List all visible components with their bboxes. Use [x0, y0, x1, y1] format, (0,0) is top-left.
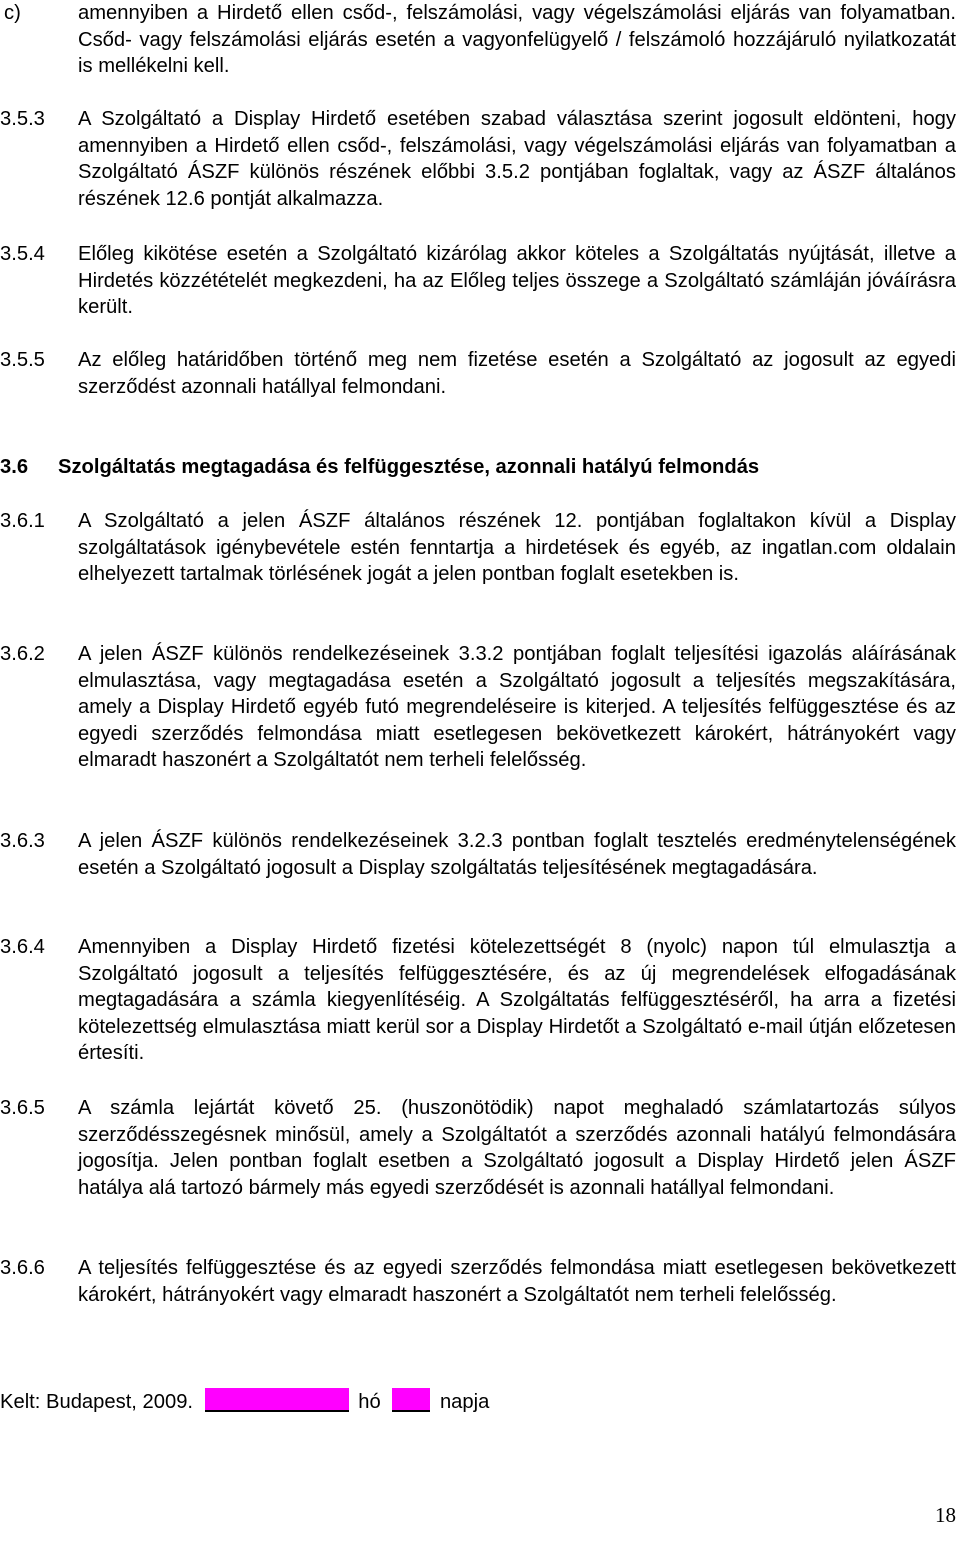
section-3-6-2 — [0, 641, 956, 774]
napja-label: napja — [439, 1391, 490, 1413]
section-number: 3.5.3 — [0, 108, 45, 130]
section-text: A jelen ÁSZF különös rendelkezéseinek 3.2.3 pontban foglalt tesztelés eredménytelenségének esetén a Szolgáltató jogosult a Display szolgáltatás teljesítésének megtagadására. — [78, 830, 956, 879]
section-number: 3.6.1 — [0, 510, 45, 532]
kelt-label: Kelt: Budapest, 2009. — [0, 1391, 194, 1413]
section-text: Amennyiben a Display Hirdető fizetési kötelezettségét 8 (nyolc) napon túl elmulasztja a Szolgáltató jogosult a teljesítés felfüggesztésére, és az új megrendelések elfogadásának megtagadására a számla kiegyenlítéséig. A Szolgáltatás felfüggesztéséről, ha arra a fizetési kötelezettség elmulasztása miatt kerül sor a Display Hirdetőt a Szolgáltató e-mail útján előzetesen értesíti. — [78, 936, 956, 1064]
section-3-6-3 — [0, 828, 956, 881]
section-number: 3.5.4 — [0, 243, 45, 265]
section-text: A teljesítés felfüggesztése és az egyedi szerződés felmondása miatt esetlegesen bekövetkezett károkért, hátrányokért vagy elmaradt haszonért a Szolgáltatót nem terheli felelősség. — [78, 1257, 956, 1306]
section-3-5-3 — [0, 106, 956, 212]
section-text: A számla lejártát követő 25. (huszonötödik) napot meghaladó számlatartozás súlyos szerződésszegésnek minősül, amely a Szolgáltatót a szerződés azonnali hatályú felmondására jogosítja. Jelen pontban foglalt esetben a Szolgáltató jogosult a Display Hirdető jelen ÁSZF hatálya alá tartozó bármely más egyedi szerződését is azonnali hatállyal felmondani. — [78, 1097, 956, 1199]
section-text: Az előleg határidőben történő meg nem fizetése esetén a Szolgáltató az jogosult az egyedi szerződést azonnali hatállyal felmondani. — [78, 349, 956, 398]
section-3-6-5 — [0, 1095, 956, 1201]
heading-number: 3.6 — [0, 456, 29, 478]
section-3-5-4 — [0, 241, 956, 321]
section-number: 3.6.5 — [0, 1097, 45, 1119]
section-3-6-4 — [0, 934, 956, 1067]
section-number: 3.6.6 — [0, 1257, 45, 1279]
section-number: 3.6.3 — [0, 830, 45, 852]
section-text: A Szolgáltató a Display Hirdető esetében szabad választása szerint jogosult eldönteni, hogy amennyiben a Hirdető ellen csőd-, felszámolási, vagy végelszámolási eljárás van folyamatban a Szolgáltató ÁSZF különös részének előbbi 3.5.2 pontjában foglaltak, vagy az ÁSZF általános részének 12.6 pontját alkalmazza. — [78, 108, 956, 210]
item-text: amennyiben a Hirdető ellen csőd-, felszámolási, vagy végelszámolási eljárás van folyamatban. Csőd- vagy felszámolási eljárás esetén a vagyonfelügyelő / felszámoló hozzájáruló nyilatkozatát is mellékelni kell. — [78, 2, 956, 77]
item-number: c) — [4, 2, 21, 24]
day-fill-field[interactable] — [392, 1388, 430, 1412]
item-c — [0, 0, 956, 80]
section-text: Előleg kikötése esetén a Szolgáltató kizárólag akkor köteles a Szolgáltatás nyújtását, illetve a Hirdetés közzétételét megkezdeni, ha az Előleg teljes összege a Szolgáltató számláján jóváírásra került. — [78, 243, 956, 318]
section-3-6-1 — [0, 508, 956, 588]
month-fill-field[interactable] — [205, 1388, 349, 1412]
section-3-6-6 — [0, 1255, 956, 1308]
date-line — [0, 1388, 489, 1416]
section-heading-3-6 — [0, 454, 956, 481]
section-number: 3.6.2 — [0, 643, 45, 665]
heading-title: Szolgáltatás megtagadása és felfüggesztése, azonnali hatályú felmondás — [58, 456, 760, 478]
section-text: A Szolgáltató a jelen ÁSZF általános részének 12. pontjában foglaltakon kívül a Display szolgáltatások igénybevétele estén fenntartja a hirdetések és egyéb, az ingatlan.com oldalain elhelyezett tartalmak törlésének jogát a jelen pontban foglalt esetekben is. — [78, 510, 956, 585]
section-3-5-5 — [0, 347, 956, 400]
page-number: 18 — [935, 1503, 956, 1527]
section-number: 3.5.5 — [0, 349, 45, 371]
section-number: 3.6.4 — [0, 936, 45, 958]
ho-label: hó — [358, 1391, 381, 1413]
section-text: A jelen ÁSZF különös rendelkezéseinek 3.3.2 pontjában foglalt teljesítési igazolás aláírásának elmulasztása, vagy megtagadása esetén a Szolgáltató jogosult a teljesítés megszakítására, amely a Display Hirdető egyéb futó megrendeléseire is kiterjed. A teljesítés felfüggesztése és az egyedi szerződés felmondása miatt esetlegesen bekövetkezett károkért, hátrányokért vagy elmaradt haszonért a Szolgáltatót nem terheli felelősség. — [78, 643, 956, 771]
